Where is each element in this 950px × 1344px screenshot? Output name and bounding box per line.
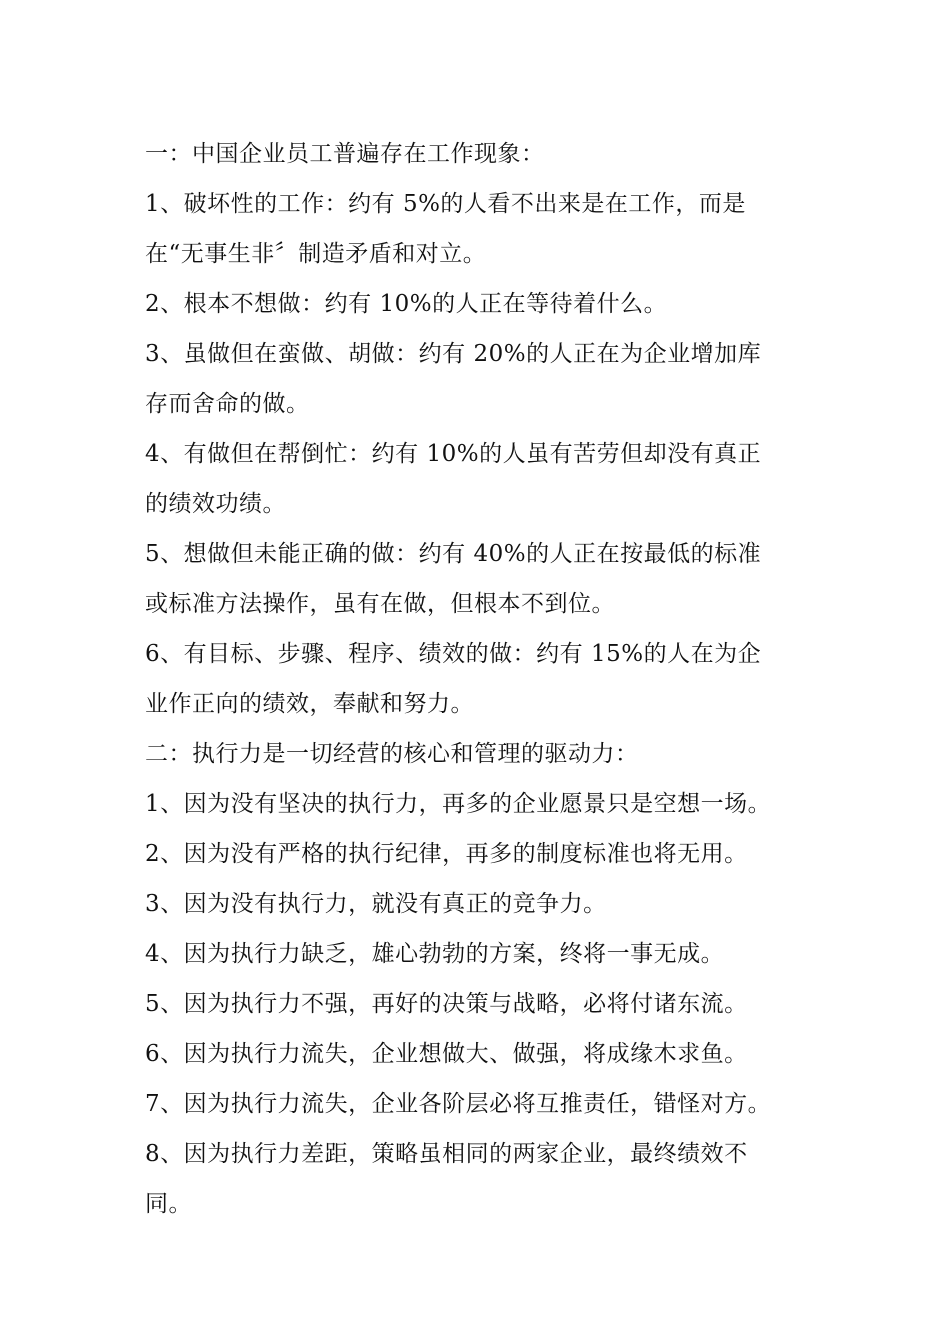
text-line: 或标准方法操作，虽有在做，但根本不到位。 [145, 591, 615, 617]
text-line: 4、因为执行力缺乏，雄心勃勃的方案，终将一事无成。 [145, 941, 725, 967]
text-line: 8、因为执行力差距，策略虽相同的两家企业，最终绩效不 [145, 1141, 748, 1167]
text-line: 2、根本不想做：约有 10%的人正在等待着什么。 [145, 291, 668, 317]
text-line: 6、有目标、步骤、程序、绩效的做：约有 15%的人在为企 [145, 641, 762, 667]
text-line: 7、因为执行力流失，企业各阶层必将互推责任，错怪对方。 [145, 1091, 772, 1117]
section-heading-1: 一：中国企业员工普遍存在工作现象： [145, 141, 545, 167]
section-heading-2: 二：执行力是一切经营的核心和管理的驱动力： [145, 741, 639, 767]
text-line: 6、因为执行力流失，企业想做大、做强，将成缘木求鱼。 [145, 1041, 748, 1067]
text-line: 5、想做但未能正确的做：约有 40%的人正在按最低的标准 [145, 541, 762, 567]
text-line: 业作正向的绩效，奉献和努力。 [145, 691, 474, 717]
text-line: 的绩效功绩。 [145, 491, 286, 517]
text-line: 2、因为没有严格的执行纪律，再多的制度标准也将无用。 [145, 841, 748, 867]
text-line: 1、因为没有坚决的执行力，再多的企业愿景只是空想一场。 [145, 791, 772, 817]
text-line: 存而舍命的做。 [145, 391, 310, 417]
text-line: 同。 [145, 1191, 192, 1217]
text-line: 5、因为执行力不强，再好的决策与战略，必将付诸东流。 [145, 991, 748, 1017]
text-line: 在“无事生非〞制造矛盾和对立。 [145, 241, 487, 267]
text-line: 4、有做但在帮倒忙：约有 10%的人虽有苦劳但却没有真正 [145, 441, 762, 467]
document-body [145, 129, 815, 1229]
text-line: 1、破坏性的工作：约有 5%的人看不出来是在工作，而是 [145, 191, 746, 217]
text-line: 3、因为没有执行力，就没有真正的竞争力。 [145, 891, 607, 917]
text-line: 3、虽做但在蛮做、胡做：约有 20%的人正在为企业增加库 [145, 341, 762, 367]
